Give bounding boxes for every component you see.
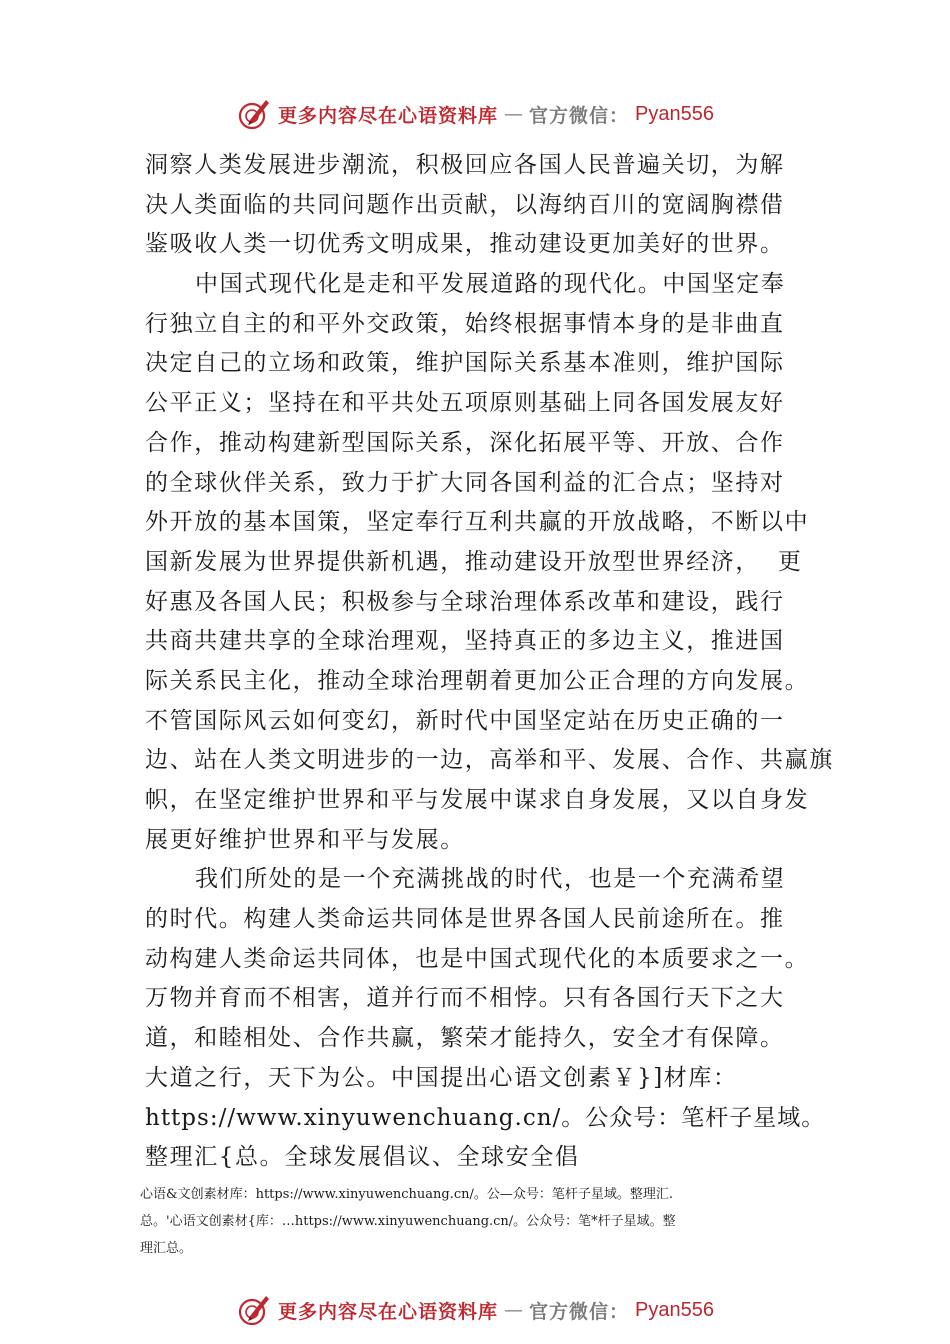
body-line: 共商共建共享的全球治理观，坚持真正的多边主义，推进国 (145, 628, 785, 655)
footnote (140, 1181, 840, 1262)
body-line: 动构建人类命运共同体，也是中国式现代化的本质要求之一。 (145, 945, 810, 972)
body-line: 的时代。构建人类命运共同体是世界各国人民前途所在。推 (145, 906, 785, 933)
body-line: https://www.xinyuwenchuang.cn/。公众号：笔杆子星域。 (145, 1104, 826, 1131)
header-banner (0, 92, 950, 136)
banner-wechat-label: 官方微信： (529, 1300, 630, 1323)
body-line: 展更好维护世界和平与发展。 (145, 826, 465, 853)
banner-wechat-label: 官方微信： (529, 104, 630, 127)
pen-logo-icon (236, 1292, 272, 1328)
footer-banner-content (236, 1292, 714, 1328)
body-line: 鉴吸收人类一切优秀文明成果，推动建设更加美好的世界。 (145, 231, 785, 258)
body-line: 帜，在坚定维护世界和平与发展中谋求自身发展，又以自身发 (145, 787, 810, 813)
footer-banner (0, 1288, 950, 1332)
body-line: 国新发展为世界提供新机遇，推动建设开放型世界经济， 更 (145, 548, 803, 575)
body-line: 边、站在人类文明进步的一边，高举和平、发展、合作、共赢旗 (145, 747, 834, 774)
banner-wechat-id: Pyan556 (635, 102, 714, 125)
body-line: 道，和睦相处、合作共赢，繁荣才能持久，安全才有保障。 (145, 1025, 785, 1052)
document-body (145, 146, 834, 1178)
banner-library-title: 更多内容尽在心语资料库 (278, 1300, 499, 1323)
body-line: 好惠及各国人民；积极参与全球治理体系改革和建设，践行 (145, 588, 785, 615)
body-line: 际关系民主化，推动全球治理朝着更加公正合理的方向发展。 (145, 667, 810, 694)
body-line: 洞察人类发展进步潮流，积极回应各国人民普遍关切，为解 (145, 152, 785, 178)
footnote-line: 总。'心语文创素材{库：…https://www.xinyuwenchuang.cn/。公众号：笔*杆子星域。整 (140, 1214, 676, 1229)
banner-dash: — (504, 1299, 524, 1321)
paragraph-start-line: 中国式现代化是走和平发展道路的现代化。中国坚定奉 (195, 271, 786, 298)
paragraph-start-line: 我们所处的是一个充满挑战的时代，也是一个充满希望 (195, 866, 786, 893)
body-line: 整理汇{总。全球发展倡议、全球安全倡 (145, 1144, 580, 1171)
header-banner-content (236, 96, 714, 132)
banner-library-title: 更多内容尽在心语资料库 (278, 104, 499, 127)
body-line: 公平正义；坚持在和平共处五项原则基础上同各国发展友好 (145, 390, 785, 417)
body-line: 决人类面临的共同问题作出贡献，以海纳百川的宽阔胸襟借 (145, 191, 785, 218)
footnote-line: 心语&文创素材库：https://www.xinyuwenchuang.cn/。公—众号：笔杆子星域。整理汇. (140, 1187, 674, 1202)
pen-logo-icon (236, 96, 272, 132)
banner-wechat-id: Pyan556 (635, 1298, 714, 1321)
body-line: 行独立自主的和平外交政策，始终根据事情本身的是非曲直 (145, 310, 785, 337)
body-line: 万物并育而不相害，道并行而不相悖。只有各国行天下之大 (145, 985, 785, 1012)
banner-dash: — (504, 103, 524, 125)
body-line: 合作，推动构建新型国际关系，深化拓展平等、开放、合作 (145, 429, 785, 456)
footnote-line: 理汇总。 (140, 1241, 193, 1256)
body-line: 的全球伙伴关系，致力于扩大同各国利益的汇合点；坚持对 (145, 469, 785, 496)
body-line: 大道之行，天下为公。中国提出心语文创素￥}]材库： (145, 1064, 738, 1091)
body-line: 外开放的基本国策，坚定奉行互利共赢的开放战略，不断以中 (145, 509, 810, 536)
body-line: 决定自己的立场和政策，维护国际关系基本准则，维护国际 (145, 350, 785, 377)
body-line: 不管国际风云如何变幻，新时代中国坚定站在历史正确的一 (145, 707, 785, 734)
